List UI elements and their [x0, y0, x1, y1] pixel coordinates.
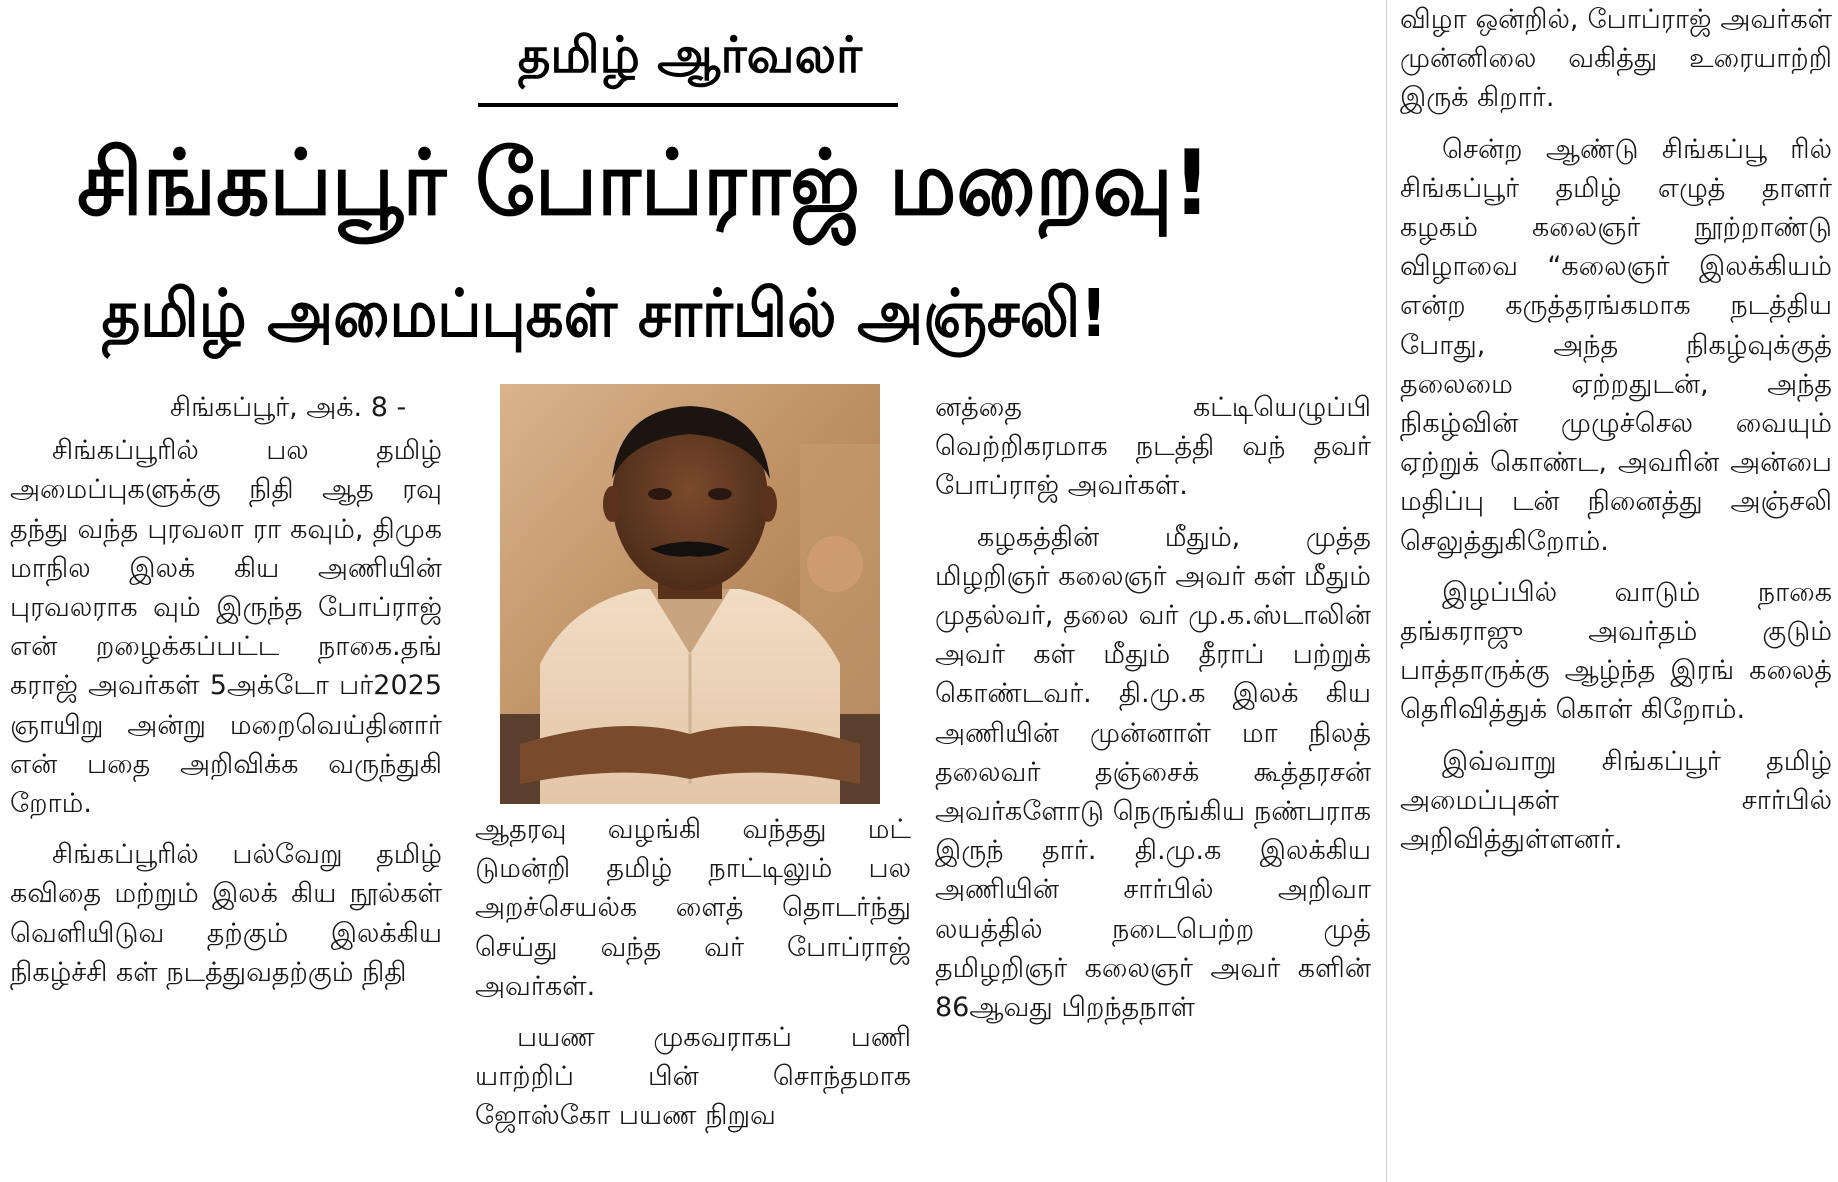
article-column-4 — [1400, 0, 1832, 1182]
article-column-3 — [935, 388, 1371, 1182]
article-column-1 — [10, 388, 442, 1178]
article-dateline: சிங்கப்பூர், அக். 8 - — [170, 392, 407, 423]
kicker-underline — [478, 103, 898, 107]
article-column-2 — [475, 810, 911, 1182]
headline-block — [0, 0, 1380, 370]
portrait-illustration — [500, 384, 880, 804]
paragraph: கழகத்தின் மீதும், முத்த மிழறிஞர் கலைஞர் அவர் கள் மீதும் முதல்வர், தலை வர் மு.க.ஸ்டாலின் அவர் கள் மீதும் தீராப் பற்றுக் கொண்டவர். தி.மு.க இலக் கிய அணியின் முன்னாள் மா நிலத் தலைவர் தஞ்சைக் கூத்தரசன் அவர்களோடு நெருங்கிய நண்பராக இருந் தார். தி.மு.க இலக்கிய அணியின் சார்பில் அறிவா லயத்தில் நடைபெற்ற முத் தமிழறிஞர் கலைஞர் அவர் களின் 86ஆவது பிறந்தநாள் — [935, 521, 1371, 1024]
paragraph: ஆதரவு வழங்கி வந்தது மட் டுமன்றி தமிழ் நாட்டிலும் பல அறச்செயல்க ளைத் தொடர்ந்து செய்து வந்த வர் போப்ராஜ் அவர்கள். — [475, 814, 911, 1002]
paragraph: இவ்வாறு சிங்கப்பூர் தமிழ் அமைப்புகள் சார்பில் அறிவித்துள்ளனர். — [1400, 745, 1832, 856]
paragraph: விழா ஒன்றில், போப்ராஜ் அவர்கள் முன்னிலை வகித்து உரையாற்றி இருக் கிறார். — [1400, 4, 1832, 114]
portrait-photo — [500, 384, 880, 804]
paragraph: சிங்கப்பூரில் பல்வேறு தமிழ் கவிதை மற்றும் இலக் கிய நூல்கள் வெளியிடுவ தற்கும் இலக்கிய நிகழ்ச்சி கள் நடத்துவதற்கும் நிதி — [10, 839, 442, 988]
paragraph: இழப்பில் வாடும் நாகை தங்கராஜு அவர்தம் குடும் பாத்தாருக்கு ஆழ்ந்த இரங் கலைத் தெரிவித்துக் கொள் கிறோம். — [1400, 576, 1832, 726]
column-divider — [1386, 0, 1387, 1182]
paragraph: சென்ற ஆண்டு சிங்கப்பூ ரில் சிங்கப்பூர் தமிழ் எழுத் தாளர் கழகம் கலைஞர் நூற்றாண்டு விழாவை “கலைஞர் இலக்கியம் என்ற கருத்தரங்கமாக நடத்திய போது, அந்த நிகழ்வுக்குத் தலைமை ஏற்றதுடன், அந்த நிகழ்வின் முழுச்செல வையும் ஏற்றுக் கொண்ட, அவரின் அன்பை மதிப்பு டன் நினைத்து அஞ்சலி செலுத்துகிறோம். — [1400, 133, 1832, 557]
paragraph: பயண முகவராகப் பணி யாற்றிப் பின் சொந்தமாக ஜோஸ்கோ பயண நிறுவ — [475, 1022, 911, 1132]
article-kicker: தமிழ் ஆர்வலர் — [517, 26, 863, 84]
article-title: சிங்கப்பூர் போப்ராஜ் மறைவு! — [77, 131, 1211, 236]
paragraph: சிங்கப்பூரில் பல தமிழ் அமைப்புகளுக்கு நிதி ஆத ரவு தந்து வந்த புரவலா ரா கவும், திமுக மாநில இலக் கிய அணியின் புரவலராக வும் இருந்த போப்ராஜ் என் றழைக்கப்பட்ட நாகை.தங் கராஜ் அவர்கள் 5அக்டோ பர்2025 ஞாயிறு அன்று மறைவெய்தினார் என் பதை அறிவிக்க வருந்துகி றோம். — [10, 435, 442, 820]
paragraph: னத்தை கட்டியெழுப்பி வெற்றிகரமாக நடத்தி வந் தவர் போப்ராஜ் அவர்கள். — [935, 392, 1371, 502]
article-subtitle: தமிழ் அமைப்புகள் சார்பில் அஞ்சலி! — [101, 275, 1108, 352]
